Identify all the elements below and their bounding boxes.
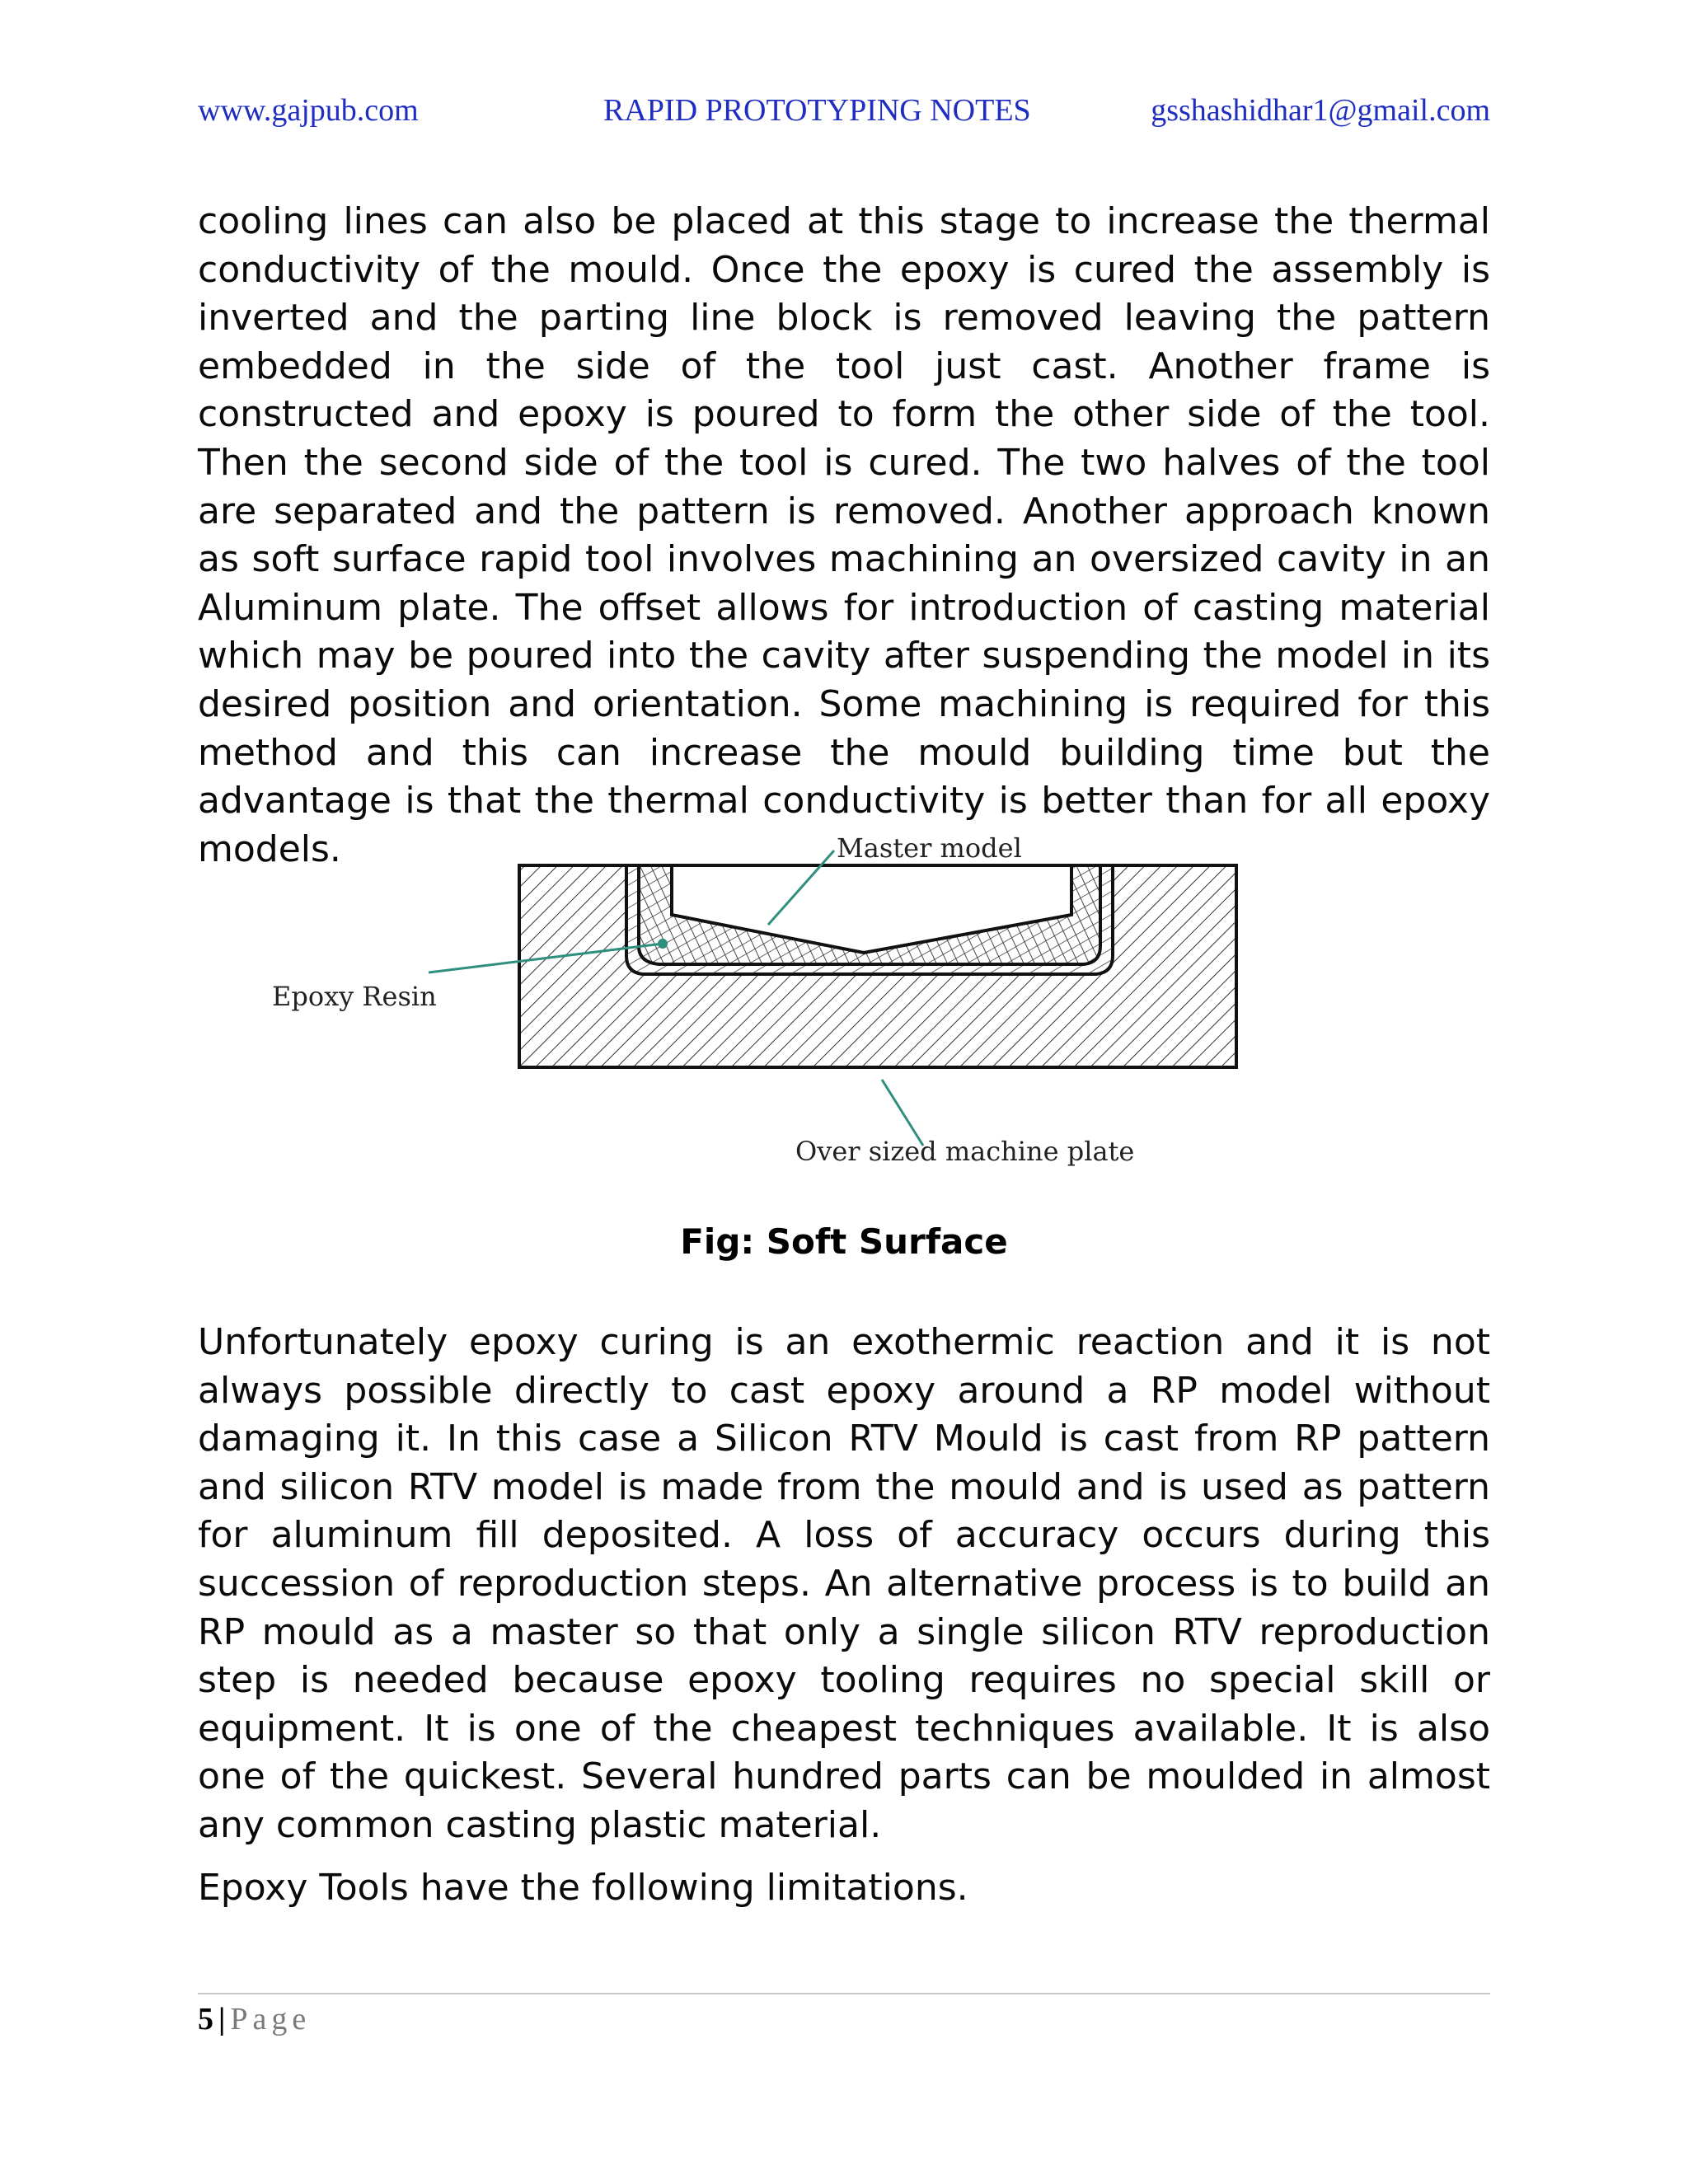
footer-separator: | (218, 2002, 226, 2036)
header-email[interactable]: gsshashidhar1@gmail.com (1151, 93, 1490, 128)
header-website[interactable]: www.gajpub.com (198, 93, 419, 128)
master-model-shape (639, 865, 1100, 964)
paragraph-epoxy-limitations: Epoxy Tools have the following limitations. (198, 1867, 968, 1909)
paragraph-epoxy-curing: Unfortunately epoxy curing is an exothermic reaction and it is not always possible directly to cast epoxy around a RP model without damaging it. In this case a Silicon RTV Mould is cast from RP pattern and silicon RTV model is made from the mould and is used as pattern for aluminum fill deposited. A loss of accuracy occurs during this succession of reproduction steps. An alternative process is to build an RP mould as a master so that only a single silicon RTV reproduction step is needed because epoxy tooling requires no special skill or equipment. It is one of the cheapest techniques available. It is also one of the quickest. Several hundred parts can be moulded in almost any common casting plastic material. (198, 1321, 1490, 1846)
label-epoxy-resin: Epoxy Resin (272, 981, 437, 1012)
footer-divider (198, 1993, 1490, 1994)
label-master-model: Master model (837, 832, 1022, 864)
leader-master-model (768, 851, 834, 925)
soft-surface-figure (264, 832, 1286, 1179)
figure-caption: Fig: Soft Surface (680, 1221, 1008, 1262)
page-header (198, 92, 1490, 142)
page-footer (198, 2001, 311, 2037)
header-title: RAPID PROTOTYPING NOTES (603, 93, 1031, 128)
page-word: Page (230, 2002, 312, 2036)
leader-epoxy-dot (658, 939, 668, 949)
soft-surface-diagram (264, 832, 1286, 1179)
page-number: 5 (198, 2002, 213, 2036)
paragraph-soft-surface-tooling: cooling lines can also be placed at this stage to increase the thermal conductivity of the mould. Once the epoxy is cured the assembly is inverted and the parting line block is removed leaving the pattern embedded in the side of the tool just cast. Another frame is constructed and epoxy is poured to form the other side of the tool. Then the second side of the tool is cured. The two halves of the tool are separated and the pattern is removed. Another approach known as soft surface rapid tool involves machining an oversized cavity in an Aluminum plate. The offset allows for introduction of casting material which may be poured into the cavity after suspending the model in its desired position and orientation. Some machining is required for this method and this can increase the mould building time but the advantage is that the thermal conductivity is better than for all epoxy models. (198, 200, 1490, 870)
label-machine-plate: Over sized machine plate (795, 1136, 1135, 1167)
